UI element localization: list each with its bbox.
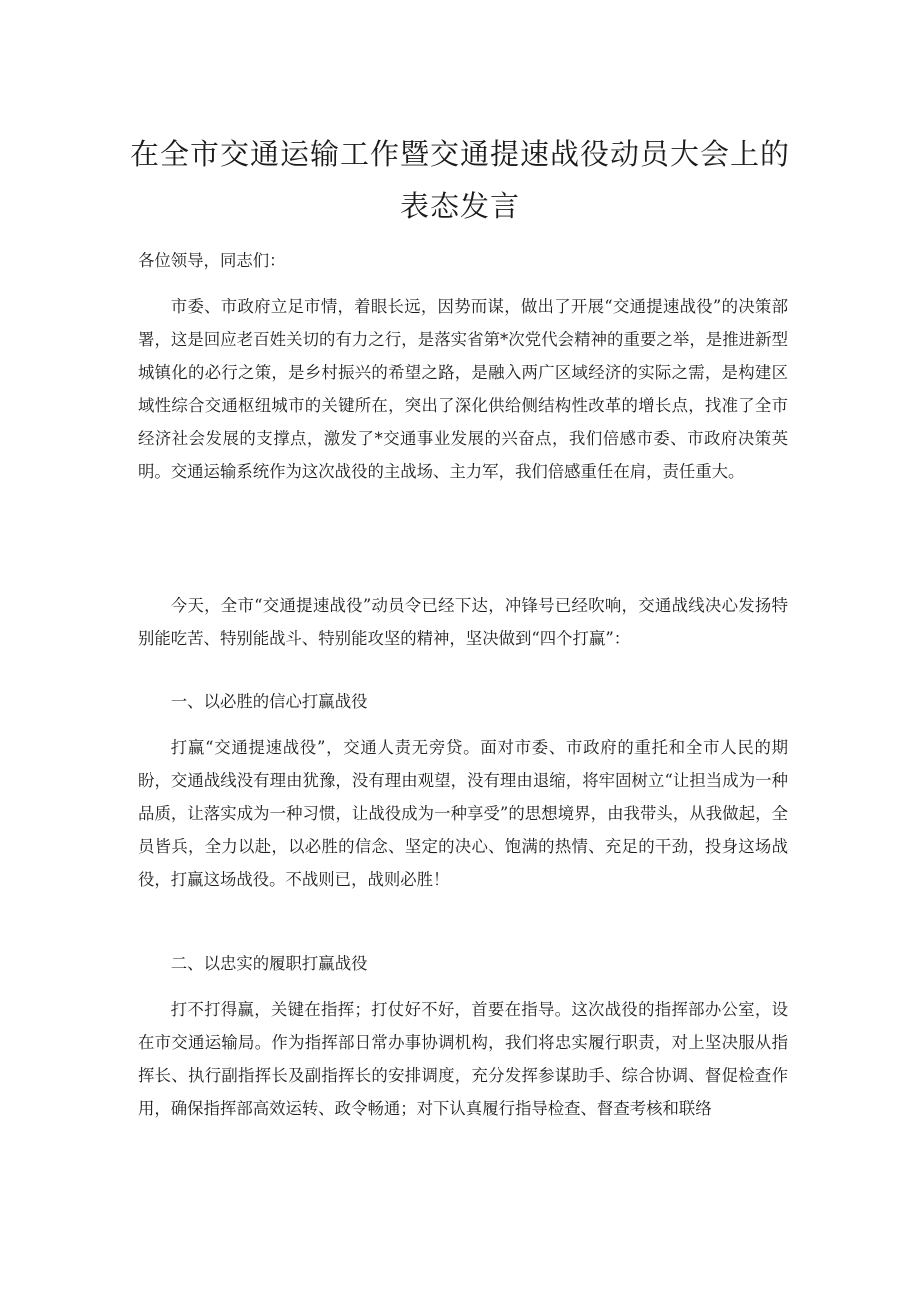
section-heading-1: 一、以必胜的信心打赢战役	[170, 692, 368, 711]
salutation: 各位领导，同志们：	[138, 251, 286, 270]
section-heading-2: 二、以忠实的履职打赢战役	[170, 954, 368, 973]
paragraph-mobilization: 今天，全市“交通提速战役”动员令已经下达，冲锋号已经吹响，交通战线决心发扬特别能吃苦、特别能战斗、特别能攻坚的精神，坚决做到“四个打赢”：	[138, 596, 788, 648]
document-title: 在全市交通运输工作暨交通提速战役动员大会上的表态发言	[129, 137, 790, 223]
section-1-paragraph: 打赢“交通提速战役”，交通人责无旁贷。面对市委、市政府的重托和全市人民的期盼，交通战线没有理由犹豫，没有理由观望，没有理由退缩，将牢固树立“让担当成为一种品质，让落实成为一种习惯，让战役成为一种享受”的思想境界，由我带头，从我做起，全员皆兵，全力以赴，以必胜的信念、坚定的决心、饱满的热情、充足的干劲，投身这场战役，打赢这场战役。不战则已，战则必胜！	[138, 738, 788, 889]
section-2-paragraph: 打不打得赢，关键在指挥；打仗好不好，首要在指导。这次战役的指挥部办公室，设在市交通运输局。作为指挥部日常办事协调机构，我们将忠实履行职责，对上坚决服从指挥长、执行副指挥长及副指挥长的安排调度，充分发挥参谋助手、综合协调、督促检查作用，确保指挥部高效运转、政令畅通；对下认真履行指导检查、督查考核和联络	[138, 1000, 788, 1118]
paragraph-intro: 市委、市政府立足市情，着眼长远，因势而谋，做出了开展“交通提速战役”的决策部署，这是回应老百姓关切的有力之行，是落实省第*次党代会精神的重要之举，是推进新型城镇化的必行之策，是乡村振兴的希望之路，是融入两广区域经济的实际之需，是构建区域性综合交通枢纽城市的关键所在，突出了深化供给侧结构性改革的增长点，找准了全市经济社会发展的支撑点，激发了*交通事业发展的兴奋点，我们倍感市委、市政府决策英明。交通运输系统作为这次战役的主战场、主力军，我们倍感重任在肩，责任重大。	[138, 297, 788, 481]
